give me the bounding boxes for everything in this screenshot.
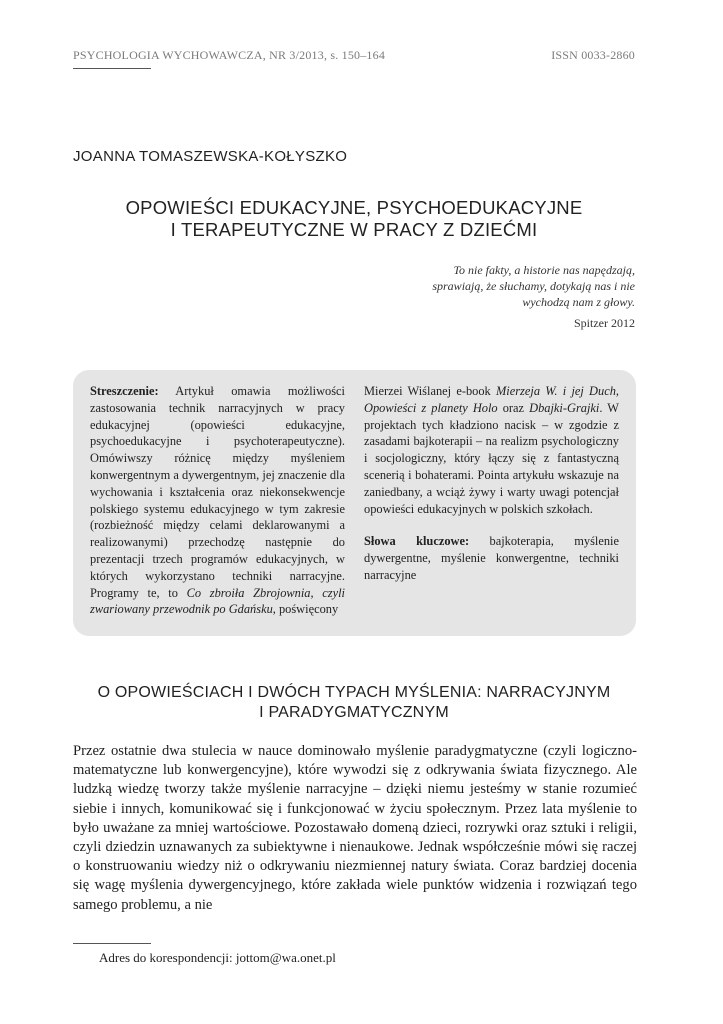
- abstract-text: Streszczenie: Artykuł omawia możliwości zastosowania technik narracyjnych w pracy edukacyjnej (opowieści edukacyjne, psychoedukacyjne i psychoterapeutyczne). Omówiwszy różnicę między myśleniem konwergentnym a dywergentnym, jej znaczenie dla wychowania i kształcenia oraz niekonsekwencje polskiego systemu edukacyjnego w tym zakresie (rozbieżność między celami deklarowanymi a realizowanymi) przechodzę następnie do prezentacji trzech programów edukacyjnych, w których wykorzystano techniki narracyjne. Programy te, to Co zbroiła Zbrojownia, czyli zwariowany przewodnik po Gdańsku, poświęcony: [90, 384, 345, 617]
- program-title-1: Co zbroiła Zbrojownia, czyli zwariowany przewodnik po Gdańsku: [90, 585, 345, 617]
- journal-citation: PSYCHOLOGIA WYCHOWAWCZA, NR 3/2013, s. 150–164: [73, 48, 386, 62]
- footnote-rule: [73, 943, 151, 944]
- program-title-4: Dbajki-Grajki: [529, 400, 600, 415]
- correspondence-footnote: Adres do korespondencji: jottom@wa.onet.pl: [99, 950, 336, 965]
- article-title: [73, 197, 635, 241]
- abstract-column-right: [364, 383, 619, 584]
- author-name: JOANNA TOMASZEWSKA-KOŁYSZKO: [73, 148, 348, 165]
- body-paragraph: Przez ostatnie dwa stulecia w nauce dominowało myślenie paradygmatyczne (czyli logiczno-matematyczne lub konwergencyjne), które wywodzi się z odkrywania świata fizycznego. Ale ludzką wiedzę tworzy także myślenie narracyjne – dzięki niemu jesteśmy w stanie rozumieć siebie i innych, komunikować się i funkcjonować w życiu społecznym. Przez lata myślenie to było uważane za mniej wartościowe. Pozostawało domeną dzieci, rozrywki oraz sztuki i religii, czyli dziedzin uznawanych za subiektywne i nienaukowe. Jednak współcześnie mówi się raczej o konstruowaniu wiedzy niż o odkrywaniu niezmiennej natury świata. Coraz bardziej docenia się wagę myślenia dywergencyjnego, które zakłada wiele punktów widzenia i rozwiązań tego samego problemu, a nie: [73, 743, 637, 913]
- keywords-label: Słowa kluczowe:: [364, 534, 470, 549]
- title-line-2: I TERAPEUTYCZNE W PRACY Z DZIEĆMI: [170, 219, 538, 240]
- section-heading-line-2: I PARADYGMATYCZNYM: [259, 704, 449, 721]
- abstract-label: Streszczenie:: [90, 384, 159, 398]
- keywords: Słowa kluczowe: bajkoterapia, myślenie dywergentne, myślenie konwergentne, techniki narracyjne: [364, 534, 620, 582]
- body-text: [73, 742, 637, 915]
- section-heading-line-1: O OPOWIEŚCIACH I DWÓCH TYPACH MYŚLENIA: NARRACYJNYM: [97, 684, 611, 701]
- title-line-1: OPOWIEŚCI EDUKACYJNE, PSYCHOEDUKACYJNE: [125, 197, 583, 218]
- issn: ISSN 0033-2860: [551, 48, 635, 62]
- abstract-text-continued: Mierzei Wiślanej e-book Mierzeja W. i jej Duch, Opowieści z planety Holo oraz Dbajki-Grajki. W projektach tych kładziono nacisk – w zgodzie z zasadami bajkoterapii – na realizm psychologiczny i socjologiczny, który łączy się z fantastyczną scenerią i bohaterami. Pointa artykułu wskazuje na zaniedbany, a wciąż żywy i warty uwagi potencjał opowieści edukacyjnych w polskich szkołach.: [364, 384, 620, 516]
- header-rule: [73, 68, 151, 69]
- program-title-2: Mierzeja W. i jej Duch: [495, 384, 616, 398]
- epigraph-quote: To nie fakty, a historie nas napędzają, sprawiają, że słuchamy, dotykają nas i nie wychodzą nam z głowy.: [432, 263, 635, 309]
- abstract-column-left: [90, 383, 345, 618]
- section-heading: [73, 683, 635, 723]
- epigraph-source: Spitzer 2012: [574, 316, 635, 330]
- program-title-3: Opowieści z planety Holo: [364, 400, 498, 415]
